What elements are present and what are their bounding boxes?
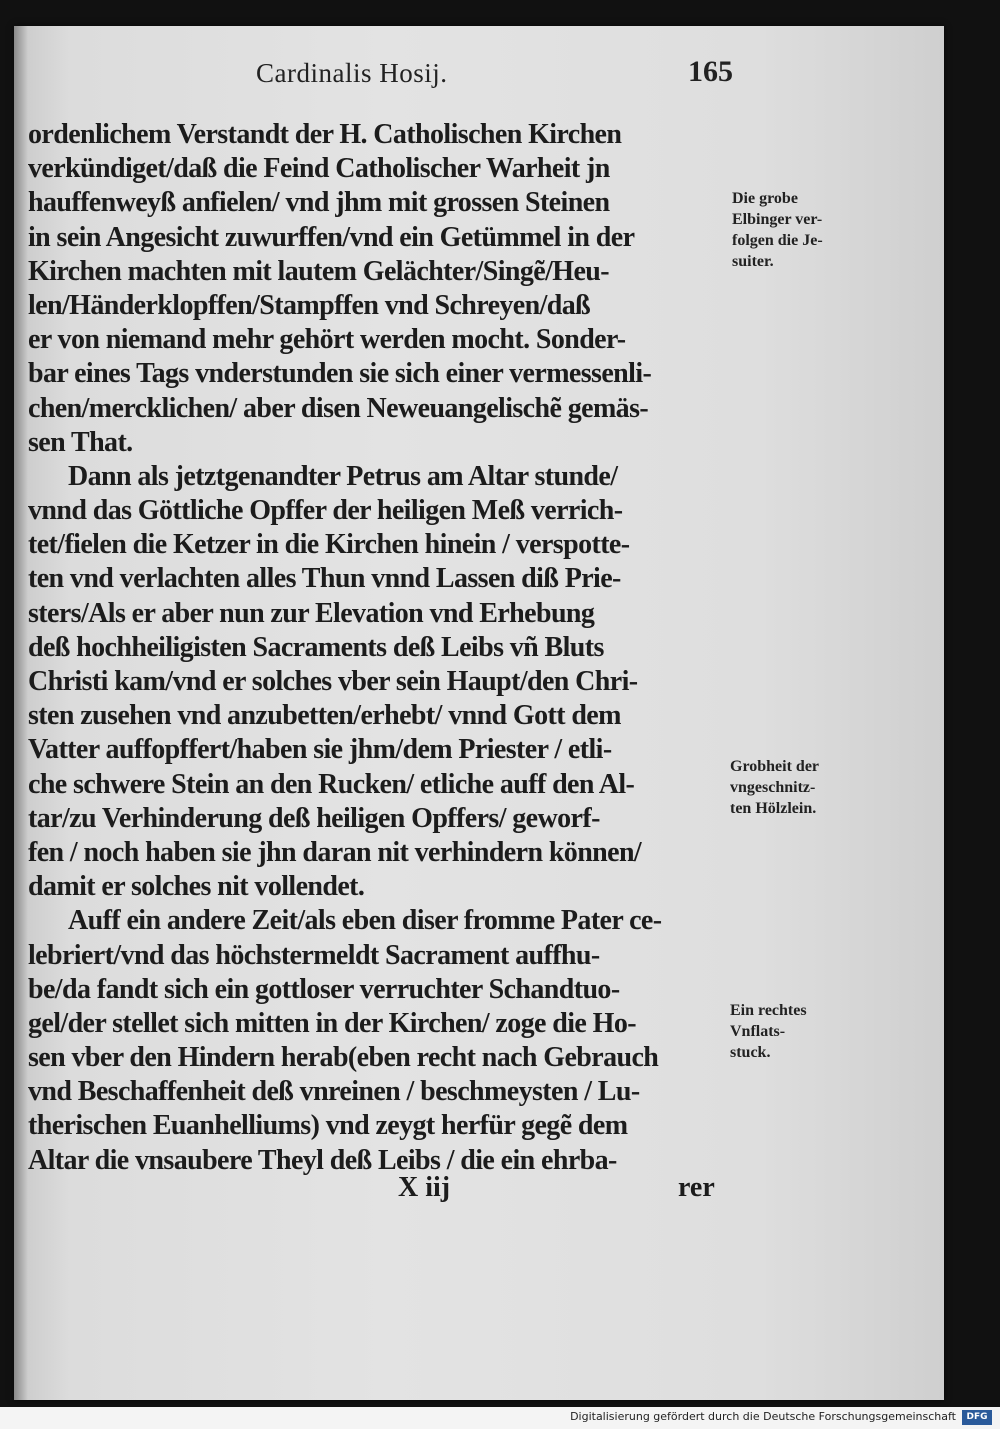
text-line: bar eines Tags vnderstunden sie sich einer vermessenli- <box>28 358 652 390</box>
dfg-logo[interactable]: DFG <box>962 1410 992 1425</box>
funding-bar <box>0 1407 1000 1429</box>
text-line: sen vber den Hindern herab(eben recht nach Gebrauch <box>28 1042 659 1074</box>
text-line: sen That. <box>28 426 133 458</box>
text-line: sten zusehen vnd anzubetten/erhebt/ vnnd Gott dem <box>28 700 621 732</box>
margin-note-line: Die grobe <box>732 190 798 207</box>
text-line: hauffenweyß anfielen/ vnd jhm mit grossen Steinen <box>28 187 610 219</box>
running-title: Cardinalis Hosij. <box>256 58 448 88</box>
text-line: tet/fielen die Ketzer in die Kirchen hinein / verspotte- <box>28 529 630 561</box>
text-line: len/Händerklopffen/Stampffen vnd Schreyen/daß <box>28 289 591 321</box>
body-text <box>28 118 728 1178</box>
margin-note-line: stuck. <box>730 1044 771 1061</box>
text-line: fen / noch haben sie jhn daran nit verhindern können/ <box>28 836 642 868</box>
catchword: rer <box>678 1172 715 1203</box>
text-line: ordenlichem Verstandt der H. Catholischen Kirchen <box>28 119 622 150</box>
text-line: tar/zu Verhinderung deß heiligen Opffers/ geworf- <box>28 802 600 834</box>
text-line: Kirchen machten mit lautem Gelächter/Singẽ/Heu- <box>28 255 609 287</box>
text-line: gel/der stellet sich mitten in der Kirchen/ zoge die Ho- <box>28 1007 636 1039</box>
margin-note <box>730 1000 862 1063</box>
text-line: Dann als jetztgenandter Petrus am Altar stunde/ <box>68 460 618 492</box>
text-line: deß hochheiligisten Sacraments deß Leibs vñ Bluts <box>28 631 604 663</box>
text-line: be/da fandt sich ein gottloser verruchter Schandtuo- <box>28 973 620 1005</box>
text-line: in sein Angesicht zuwurffen/vnd ein Getümmel in der <box>28 221 635 253</box>
text-line: ten vnd verlachten alles Thun vnnd Lassen diß Prie- <box>28 563 621 595</box>
text-line: Altar die vnsaubere Theyl deß Leibs / die ein ehrba- <box>28 1144 617 1176</box>
margin-note-line: ten Hölzlein. <box>730 800 817 817</box>
margin-note-line: vngeschnitz- <box>730 779 816 796</box>
text-line: lebriert/vnd das höchstermeldt Sacrament auffhu- <box>28 939 600 971</box>
margin-note-line: Ein rechtes <box>730 1002 807 1019</box>
text-line: Vatter auffopffert/haben sie jhm/dem Priester / etli- <box>28 734 612 766</box>
page-number: 165 <box>688 55 733 88</box>
margin-note-line: Elbinger ver- <box>732 211 823 228</box>
signature-mark: X iij <box>398 1172 451 1203</box>
margin-note <box>730 756 862 819</box>
text-line: er von niemand mehr gehört werden mocht. Sonder- <box>28 324 626 356</box>
text-line: Auff ein andere Zeit/als eben diser fromme Pater ce- <box>68 905 662 937</box>
margin-note-line: folgen die Je- <box>732 232 823 249</box>
text-line: sters/Als er aber nun zur Elevation vnd Erhebung <box>28 597 595 629</box>
text-line: che schwere Stein an den Rucken/ etliche auff den Al- <box>28 768 635 800</box>
text-line: vnd Beschaffenheit deß vnreinen / beschmeysten / Lu- <box>28 1076 640 1108</box>
text-line: chen/mercklichen/ aber disen Neweuangelischẽ gemäs- <box>28 392 649 424</box>
margin-note-line: suiter. <box>732 253 774 270</box>
text-line: verkündiget/daß die Feind Catholischer Warheit jn <box>28 153 610 185</box>
funding-text: Digitalisierung gefördert durch die Deutsche Forschungsgemeinschaft <box>570 1410 956 1423</box>
margin-note <box>732 188 864 272</box>
text-line: therischen Euanhelliums) vnd zeygt herfür gegẽ dem <box>28 1110 628 1142</box>
text-line: Christi kam/vnd er solches vber sein Haupt/den Chri- <box>28 666 638 697</box>
margin-note-line: Vnflats- <box>730 1023 786 1040</box>
text-line: vnnd das Göttliche Opffer der heiligen Meß verrich- <box>28 495 623 527</box>
margin-note-line: Grobheit der <box>730 758 820 775</box>
text-line: damit er solches nit vollendet. <box>28 871 365 903</box>
